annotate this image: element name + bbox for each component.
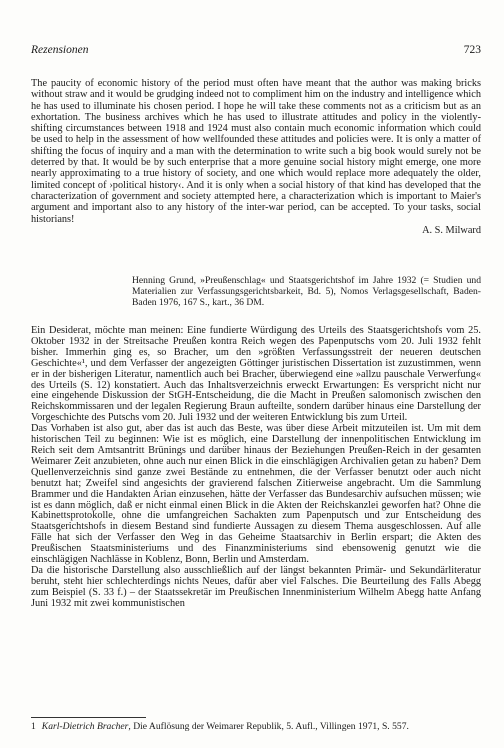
footnote-author: Karl-Dietrich Bracher	[41, 721, 129, 732]
book-citation: Henning Grund, »Preußenschlag« und Staatsgerichtshof im Jahre 1932 (= Studien und Materialien zur Verfassungsgerichtsbarkeit, Bd. 5), Nomos Verlagsgesellschaft, Baden-Baden 1976, 167 S., kart., 36 DM.	[132, 275, 481, 309]
footnote	[31, 721, 481, 732]
running-header	[31, 44, 481, 60]
german-paragraph-1: Ein Desiderat, möchte man meinen: Eine fundierte Würdigung des Urteils des Staatsgerichtshofs vom 25. Oktober 1932 in der Streitsache Preußen kontra Reich wegen des Papenputschs vom 20. Juli 1932 fehlt bisher. Immerhin ging es, so Bracher, um den »größten Verfassungsstreit der neueren deutschen Geschichte«¹, und dem Verfasser der angezeigten Göttinger juristischen Dissertation ist zuzustimmen, wenn er in der bisherigen Literatur, namentlich auch bei Bracher, überwiegend eine »allzu pauschale Verwerfung« des Urteils (S. 12) konstatiert. Auch das Inhaltsverzeichnis erweckt Erwartungen: Es verspricht nicht nur eine eingehende Diskussion der StGH-Entscheidung, die die Macht in Preußen salomonisch zwischen den Reichskommissaren und der legalen Regierung Braun aufteilte, sondern darüber hinaus eine Darstellung der Vorgeschichte des Putschs vom 20. Juli 1932 und der weiteren Entwicklung bis zum Urteil.	[31, 325, 481, 424]
german-paragraph-2: Das Vorhaben ist also gut, aber das ist auch das Beste, was über diese Arbeit mitzuteilen ist. Um mit dem historischen Teil zu beginnen: Wie ist es möglich, eine Darstellung der innenpolitischen Entwicklung im Reich seit dem Amtsantritt Brünings und darüber hinaus der Beziehungen Preußen-Reich in der gesamten Weimarer Zeit anzubieten, ohne auch nur einen Blick in die einschlägigen Archivalien getan zu haben? Dem Quellenverzeichnis sind ganze zwei Bestände zu entnehmen, die der Verfasser benutzt oder auch nicht benutzt hat; Zweifel sind angesichts der gravierend falschen Zitierweise angebracht. Um die Sammlung Brammer und die Handakten Arian einzusehen, hätte der Verfasser das Bundesarchiv aufsuchen müssen; wie ist es dann möglich, daß er nicht einmal einen Blick in die Akten der Reichskanzlei geworfen hat? Ohne die Kabinettsprotokolle, ohne die umfangreichen Sachakten zum Papenputsch und zur Entscheidung des Staatsgerichtshofs in diesem Bestand sind fundierte Aussagen zu diesem Thema ausgeschlossen. Auf alle Fälle hat sich der Verfasser den Weg in das Geheime Staatsarchiv in Berlin erspart; die Akten des Preußischen Staatsministeriums und des Finanzministeriums sind ebensowenig genutzt wie die einschlägigen Nachlässe in Koblenz, Bonn, Berlin und Amsterdam.	[31, 423, 481, 566]
footnote-number: 1	[31, 721, 36, 732]
footnote-divider	[31, 717, 146, 718]
section-title: Rezensionen	[31, 44, 89, 56]
english-review-text: The paucity of economic history of the period must often have meant that the author was making bricks without straw and it would be grudging indeed not to compliment him on the industry and intelligence which he has used to illuminate his chosen period. I hope he will take these comments not as a criticism but as an exhortation. The business archives which he has used to illustrate attitudes and policy in the violently-shifting circumstances between 1918 and 1924 must also contain much economic information which could be used to help in the assessment of how wellfounded these attitudes and policies were. It is only a matter of shifting the focus of inquiry and a man with the determination to write such a big book would surely not be deterred by that. It would be by such enterprise that a more genuine social history might emerge, one more nearly approximating to a true history of society, and one which would replace more adequately the older, limited concept of ›political history‹. And it is only when a social history of that kind has developed that the characterization of government and society attempted here, a characterization which is important to Maier's argument and important also to any history of the inter-war period, can be accepted. To your tasks, social historians!	[31, 78, 481, 225]
reviewer-signature: A. S. Milward	[422, 224, 481, 236]
footnote-text: , Die Auflösung der Weimarer Republik, 5. Aufl., Villingen 1971, S. 557.	[128, 721, 409, 732]
english-review-paragraph	[31, 78, 481, 236]
german-paragraph-3: Da die historische Darstellung also ausschließlich auf der längst bekannten Primär- und Sekundärliteratur beruht, steht hier schlechterdings nichts Neues, dafür aber viel Falsches. Die Beurteilung des Falls Abegg zum Beispiel (S. 33 f.) – der Staatssekretär im Preußischen Innenministerium Wilhelm Abegg hatte Anfang Juni 1932 mit zwei kommunistischen	[31, 564, 481, 609]
page-number: 723	[463, 44, 481, 56]
german-review	[31, 326, 481, 610]
